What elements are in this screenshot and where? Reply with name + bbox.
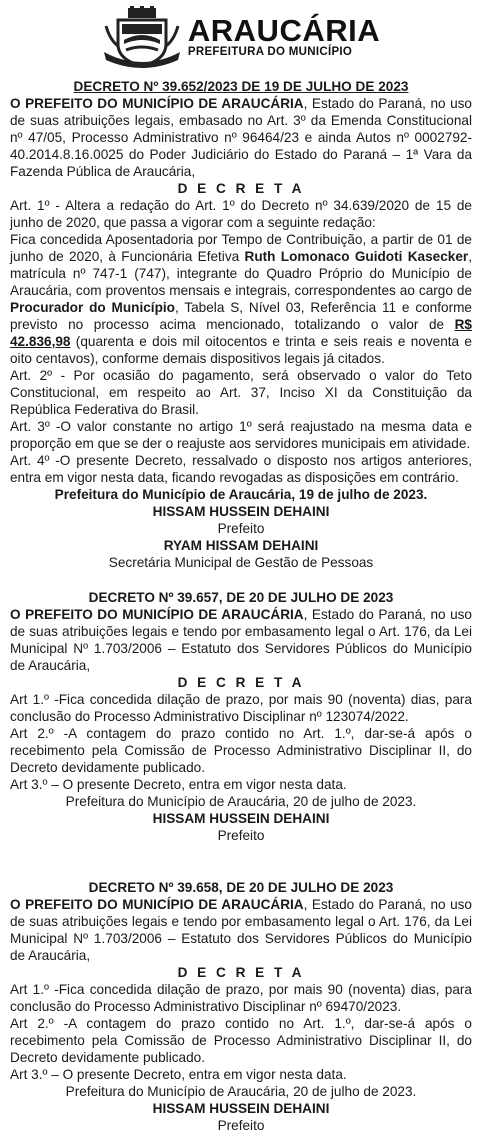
decree-title: DECRETO Nº 39.652/2023 DE 19 DE JULHO DE 2023 [73, 79, 409, 94]
place-date: Prefeitura do Município de Araucária, 20 de julho de 2023. [65, 1084, 417, 1099]
article-4: Art. 4º -O presente Decreto, ressalvado o disposto nos artigos anteriores, entra em vigor nesta data, ficando revogadas as disposições em contrário. [10, 453, 472, 485]
decree-39657 [10, 589, 472, 844]
article-3: Art 3.º – O presente Decreto, entra em vigor nesta data. [10, 777, 347, 792]
article-1-text-c: , Tabela S, Nível 03, Referência 11 e conforme previsto no processo acima mencionado, totalizando o valor de [10, 300, 472, 332]
place-date: Prefeitura do Município de Araucária, 19 de julho de 2023. [54, 487, 428, 502]
decreta-heading: D E C R E T A [177, 181, 305, 196]
coat-of-arms-icon [102, 6, 182, 68]
article-3: Art 3.º – O presente Decreto, entra em vigor nesta data. [10, 1067, 347, 1082]
signer-title: Prefeito [217, 1118, 265, 1133]
decree-39658 [10, 879, 472, 1134]
article-1-intro: Art. 1º - Altera a redação do Art. 1º do Decreto nº 34.639/2020 de 15 de junho de 2020, que passa a vigorar com a seguinte redação: [10, 198, 472, 230]
signer-2-name: RYAM HISSAM DEHAINI [163, 538, 319, 553]
article-2: Art 2.º -A contagem do prazo contido no Art. 1.º, dar-se-á após o recebimento pela Comissão de Processo Administrativo Disciplinar II, do Decreto devidamente publicado. [10, 1016, 472, 1065]
article-3: Art. 3º -O valor constante no artigo 1º será reajustado na mesma data e proporção em que se der o reajuste aos servidores municipais em atividade. [10, 419, 472, 451]
header [10, 0, 472, 68]
preamble-text: , Estado do Paraná, no uso de suas atribuições legais, embasado no Art. 3º da Emenda Constitucional nº 47/05, Processo Administrativo nº 96464/23 e ainda Autos nº 0002792-40.2014.8.16.0025 do Poder Judiciário do Estado do Paraná – 1ª Vara da Fazenda Pública de Araucária, [10, 96, 472, 179]
signer-title: Prefeito [217, 521, 265, 536]
role-name: Procurador do Município [10, 300, 175, 315]
preamble-lead: O PREFEITO DO MUNICÍPIO DE ARAUCÁRIA [10, 96, 304, 111]
article-1-text-d: (quarenta e dois mil oitocentos e trinta e seis reais e noventa e oito centavos), conforme demais dispositivos legais já citados. [10, 334, 472, 366]
place-date: Prefeitura do Município de Araucária, 20 de julho de 2023. [65, 794, 417, 809]
amount-value: R$ 42.836,98 [10, 317, 472, 349]
preamble-lead: O PREFEITO DO MUNICÍPIO DE ARAUCÁRIA [10, 897, 304, 912]
signer-name: HISSAM HUSSEIN DEHAINI [152, 811, 330, 826]
article-2: Art 2.º -A contagem do prazo contido no Art. 1.º, dar-se-á após o recebimento pela Comissão de Processo Administrativo Disciplinar II, do Decreto devidamente publicado. [10, 726, 472, 775]
decree-title: DECRETO Nº 39.658, DE 20 DE JULHO DE 2023 [88, 880, 394, 895]
preamble [10, 896, 472, 964]
signer-2-title: Secretária Municipal de Gestão de Pessoas [108, 555, 374, 570]
article-1: Art 1.º -Fica concedida dilação de prazo, por mais 90 (noventa) dias, para conclusão do Processo Administrativo Disciplinar nº 123074/2022. [10, 692, 472, 724]
decreta-heading: D E C R E T A [177, 965, 305, 980]
preamble-lead: O PREFEITO DO MUNICÍPIO DE ARAUCÁRIA [10, 607, 304, 622]
beneficiary-name: Ruth Lomonaco Guidoti Kasecker [244, 249, 469, 264]
brand-name: ARAUCÁRIA [187, 13, 381, 48]
brand-subtitle: PREFEITURA DO MUNICÍPIO [187, 46, 353, 58]
article-1-body [10, 231, 472, 367]
decree-title: DECRETO Nº 39.657, DE 20 DE JULHO DE 2023 [88, 590, 394, 605]
preamble [10, 606, 472, 674]
signer-title: Prefeito [217, 828, 265, 843]
signer-name: HISSAM HUSSEIN DEHAINI [152, 1101, 330, 1116]
decree-39652 [10, 78, 472, 571]
preamble-text: , Estado do Paraná, no uso de suas atribuições legais e tendo por embasamento legal o Art. 176, da Lei Municipal Nº 1.703/2006 – Estatuto dos Servidores Públicos do Município de Araucária, [10, 897, 472, 963]
preamble [10, 95, 472, 180]
preamble-text: , Estado do Paraná, no uso de suas atribuições legais e tendo por embasamento legal o Art. 176, da Lei Municipal Nº 1.703/2006 – Estatuto dos Servidores Públicos do Município de Araucária, [10, 607, 472, 673]
article-1: Art 1.º -Fica concedida dilação de prazo, por mais 90 (noventa) dias, para conclusão do Processo Administrativo Disciplinar nº 69470/2023. [10, 982, 472, 1014]
signer-name: HISSAM HUSSEIN DEHAINI [152, 504, 330, 519]
brand [187, 13, 381, 58]
decreta-heading: D E C R E T A [177, 675, 305, 690]
article-2: Art. 2º - Por ocasião do pagamento, será observado o valor do Teto Constitucional, em respeito ao Art. 37, Inciso XI da Constituição da República Federativa do Brasil. [10, 368, 472, 417]
article-1-text-a: Fica concedida Aposentadoria por Tempo de Contribuição, a partir de 01 de junho de 2020, à Funcionária Efetiva [10, 232, 472, 264]
article-1-text-b: , matrícula nº 747-1 (747), integrante do Quadro Próprio do Município de Araucária, com proventos mensais e integrais, correspondentes ao cargo de [10, 249, 472, 298]
